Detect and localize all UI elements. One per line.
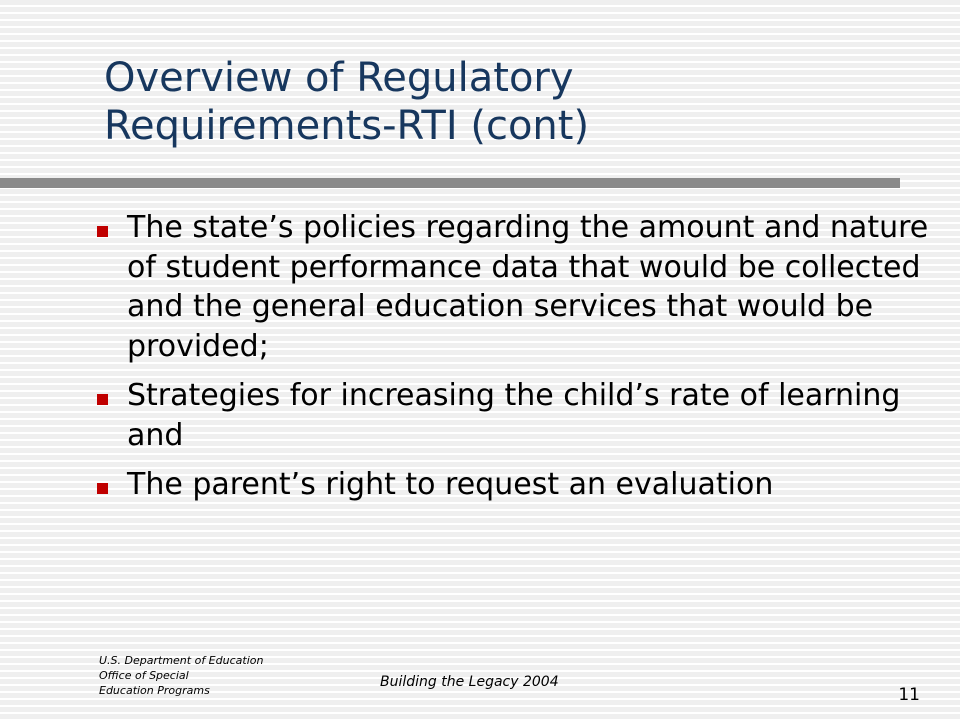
footer-event-name: Building the Legacy 2004 xyxy=(380,674,559,690)
bullet-text: The parent’s right to request an evaluation xyxy=(127,467,774,502)
bullet-item xyxy=(94,376,934,455)
square-bullet-icon xyxy=(97,483,108,494)
footer-org-line: Education Programs xyxy=(99,684,210,697)
footer-org-line: U.S. Department of Education xyxy=(99,654,264,667)
bullet-text: The state’s policies regarding the amount and nature of student performance data that would be collected and the general education services that would be provided; xyxy=(127,210,929,364)
bullet-list xyxy=(94,208,934,515)
bullet-item xyxy=(94,465,934,505)
footer-organization xyxy=(99,653,339,698)
square-bullet-icon xyxy=(97,226,108,237)
bullet-item xyxy=(94,208,934,366)
square-bullet-icon xyxy=(97,394,108,405)
bullet-text: Strategies for increasing the child’s rate of learning and xyxy=(127,378,901,453)
footer-org-line: Office of Special xyxy=(99,669,189,682)
slide-title: Overview of Regulatory Requirements-RTI (cont) xyxy=(104,55,590,149)
title-divider xyxy=(0,178,900,188)
page-number: 11 xyxy=(898,685,920,705)
